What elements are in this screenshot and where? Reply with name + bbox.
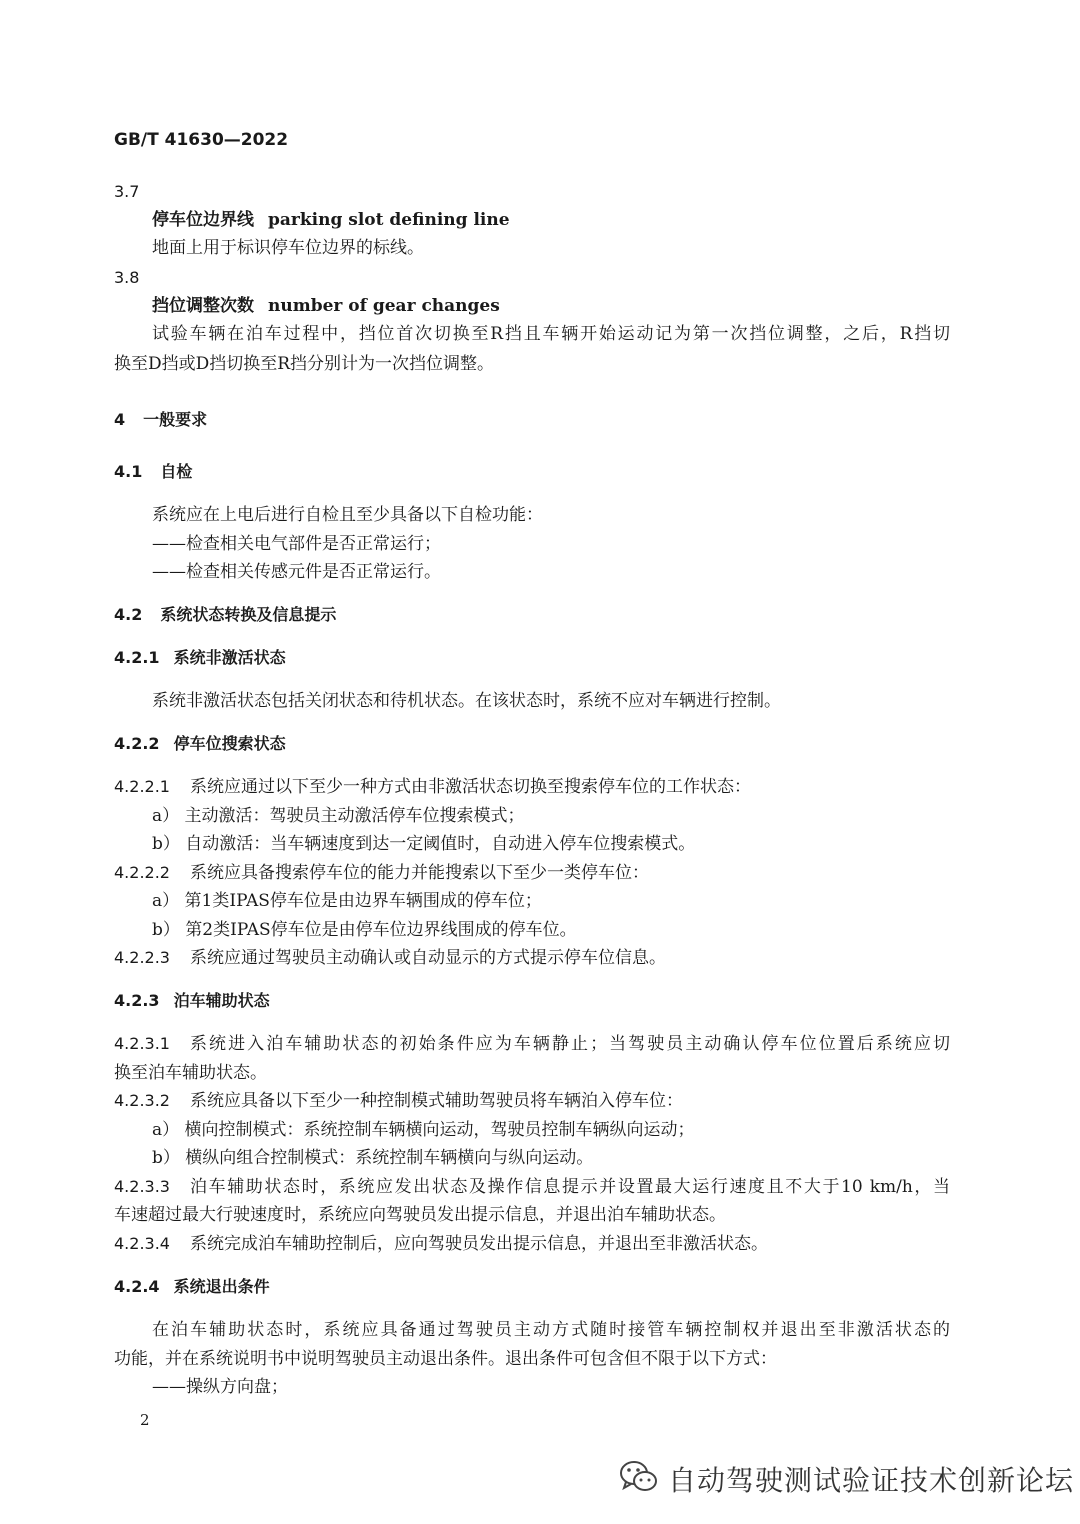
list-item: a） 主动激活：驾驶员主动激活停车位搜索模式； [152, 806, 525, 826]
clause-number-3-8: 3.8 [114, 268, 140, 287]
definition-3-7: 地面上用于标识停车位边界的标线。 [152, 238, 424, 258]
section-4-2-1-heading [114, 646, 286, 670]
watermark [618, 1459, 1074, 1499]
clause-text: 系统完成泊车辅助控制后，应向驾驶员发出提示信息，并退出至非激活状态。 [190, 1234, 768, 1254]
section-number: 4.2 [114, 605, 143, 624]
para-4-2-4-line2: 功能，并在系统说明书中说明驾驶员主动退出条件。退出条件可包含但不限于以下方式： [114, 1349, 777, 1369]
list-item: a） 第1类IPAS停车位是由边界车辆围成的停车位； [152, 891, 542, 911]
section-title: 泊车辅助状态 [173, 991, 270, 1010]
clause-text: 系统应具备搜索停车位的能力并能搜索以下至少一类停车位： [190, 863, 649, 883]
section-4-1-heading [114, 460, 192, 484]
list-item: b） 横纵向组合控制模式：系统控制车辆横向与纵向运动。 [152, 1148, 594, 1168]
list-item: ——检查相关电气部件是否正常运行； [152, 534, 441, 554]
section-4-2-heading [114, 603, 336, 627]
term-zh: 停车位边界线 [152, 210, 254, 230]
clause-number: 4.2.2.2 [114, 863, 170, 882]
section-number: 4.2.3 [114, 991, 160, 1010]
section-number: 4.2.4 [114, 1277, 160, 1296]
para-4-2-1: 系统非激活状态包括关闭状态和待机状态。在该状态时，系统不应对车辆进行控制。 [152, 691, 781, 711]
wechat-icon [618, 1459, 660, 1500]
clause-text: 系统应通过驾驶员主动确认或自动显示的方式提示停车位信息。 [190, 948, 666, 968]
list-item: a） 横向控制模式：系统控制车辆横向运动，驾驶员控制车辆纵向运动； [152, 1120, 695, 1140]
section-4-2-4-heading [114, 1275, 270, 1299]
list-item: ——操纵方向盘； [152, 1377, 288, 1397]
list-item: b） 第2类IPAS停车位是由停车位边界线围成的停车位。 [152, 920, 577, 940]
section-number: 4.2.2 [114, 734, 160, 753]
clause-number: 4.2.3.2 [114, 1091, 170, 1110]
clause-number: 4.2.2.1 [114, 777, 170, 796]
definition-3-8-line2: 换至D挡或D挡切换至R挡分别计为一次挡位调整。 [114, 354, 495, 374]
para-4-2-4-line1: 在泊车辅助状态时，系统应具备通过驾驶员主动方式随时接管车辆控制权并退出至非激活状态的 [152, 1320, 950, 1340]
list-item: b） 自动激活：当车辆速度到达一定阈值时，自动进入停车位搜索模式。 [152, 834, 696, 854]
clause-number-3-7: 3.7 [114, 182, 140, 201]
para-4-1: 系统应在上电后进行自检且至少具备以下自检功能： [152, 505, 543, 525]
clause-text: 系统应通过以下至少一种方式由非激活状态切换至搜索停车位的工作状态： [190, 777, 751, 797]
section-number: 4 [114, 410, 126, 429]
page-number: 2 [140, 1411, 150, 1429]
clause-text-cont: 换至泊车辅助状态。 [114, 1063, 267, 1083]
section-title: 一般要求 [143, 410, 208, 429]
clause-text-cont: 车速超过最大行驶速度时，系统应向驾驶员发出提示信息，并退出泊车辅助状态。 [114, 1205, 726, 1225]
term-3-8 [152, 294, 500, 318]
section-number: 4.2.1 [114, 648, 160, 667]
definition-3-8-line1: 试验车辆在泊车过程中，挡位首次切换至R挡且车辆开始运动记为第一次挡位调整，之后，R挡切 [152, 324, 950, 344]
clause-number: 4.2.3.1 [114, 1034, 170, 1053]
clause-number: 4.2.2.3 [114, 948, 170, 967]
section-4-heading [114, 408, 207, 432]
section-number: 4.1 [114, 462, 143, 481]
section-title: 系统状态转换及信息提示 [160, 605, 337, 624]
term-3-7 [152, 208, 510, 232]
section-title: 自检 [160, 462, 193, 481]
clause-number: 4.2.3.3 [114, 1177, 170, 1196]
term-en: number of gear changes [268, 296, 500, 316]
section-title: 停车位搜索状态 [173, 734, 286, 753]
term-zh: 挡位调整次数 [152, 296, 254, 316]
clause-number: 4.2.3.4 [114, 1234, 170, 1253]
doc-code: GB/T 41630—2022 [114, 130, 289, 150]
section-4-2-2-heading [114, 732, 286, 756]
list-item: ——检查相关传感元件是否正常运行。 [152, 562, 441, 582]
clause-text: 系统进入泊车辅助状态的初始条件应为车辆静止；当驾驶员主动确认停车位位置后系统应切 [190, 1034, 950, 1054]
section-title: 系统非激活状态 [173, 648, 286, 667]
watermark-text: 自动驾驶测试验证技术创新论坛 [668, 1464, 1075, 1497]
term-en: parking slot defining line [268, 210, 510, 230]
clause-text: 泊车辅助状态时，系统应发出状态及操作信息提示并设置最大运行速度且不大于10 km/h，当 [190, 1177, 950, 1197]
section-4-2-3-heading [114, 989, 270, 1013]
section-title: 系统退出条件 [173, 1277, 270, 1296]
clause-text: 系统应具备以下至少一种控制模式辅助驾驶员将车辆泊入停车位： [190, 1091, 683, 1111]
